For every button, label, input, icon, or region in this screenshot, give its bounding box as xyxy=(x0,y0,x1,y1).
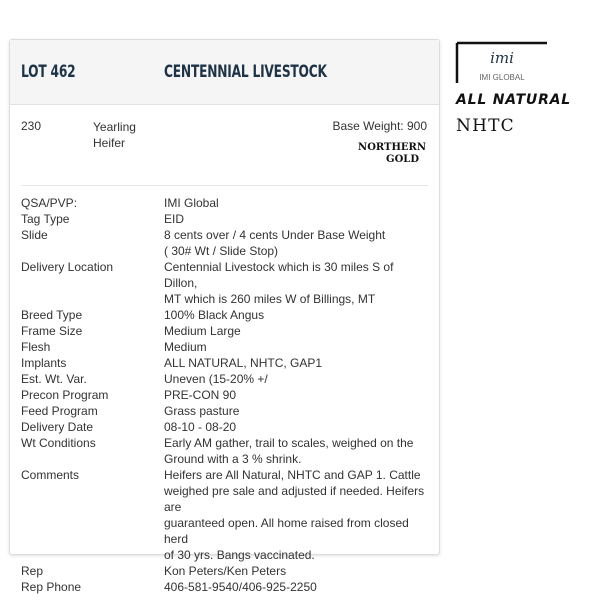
detail-row xyxy=(10,419,439,435)
detail-row xyxy=(10,227,439,259)
detail-value xyxy=(164,211,428,227)
imi-logo-line-1: imi xyxy=(490,49,514,67)
lot-card xyxy=(9,39,440,594)
detail-value-line: 100% Black Angus xyxy=(164,308,265,322)
detail-label: Slide xyxy=(21,228,48,242)
all-natural-badge: ALL NATURAL xyxy=(456,92,572,108)
detail-value xyxy=(164,323,428,339)
detail-row xyxy=(10,435,439,467)
detail-value-line: 8 cents over / 4 cents Under Base Weight xyxy=(164,228,386,242)
detail-value-line: Medium xyxy=(164,340,207,354)
detail-row xyxy=(10,211,439,227)
northern-gold-line-1: NORTHERN xyxy=(358,142,426,153)
detail-row xyxy=(10,259,439,307)
detail-value-line: 406-581-9540/406-925-2250 xyxy=(164,580,317,594)
lot-number: LOT 462 xyxy=(21,62,76,82)
detail-value-line: Kon Peters/Ken Peters xyxy=(164,564,287,578)
base-weight-label: Base Weight: xyxy=(332,119,404,133)
detail-value-line: Early AM gather, trail to scales, weighed on the xyxy=(164,436,414,450)
detail-value-line: Medium Large xyxy=(164,324,241,338)
detail-row xyxy=(10,195,439,211)
detail-value-line: EID xyxy=(164,212,185,226)
detail-value xyxy=(164,435,428,467)
detail-value xyxy=(164,387,428,403)
detail-row xyxy=(10,403,439,419)
detail-value-line: Uneven (15-20% +/ xyxy=(164,372,268,386)
northern-gold-line-2: GOLD xyxy=(386,154,419,165)
detail-value xyxy=(164,195,428,211)
lot-summary xyxy=(10,105,439,185)
detail-row xyxy=(10,323,439,339)
detail-value xyxy=(164,371,428,387)
detail-label: Tag Type xyxy=(21,212,70,226)
detail-label: Delivery Location xyxy=(21,260,114,274)
detail-value-line: Heifers are All Natural, NHTC and GAP 1. Cattle xyxy=(164,468,421,482)
imi-global-logo xyxy=(454,41,550,91)
detail-row xyxy=(10,563,439,579)
detail-value-line: PRE-CON 90 xyxy=(164,388,237,402)
detail-row xyxy=(10,339,439,355)
detail-label: Rep xyxy=(21,564,44,578)
detail-label: Comments xyxy=(21,468,80,482)
detail-value-line: guaranteed open. All home raised from closed herd xyxy=(164,516,409,546)
detail-label: Breed Type xyxy=(21,308,83,322)
detail-row xyxy=(10,307,439,323)
cattle-class-line-1: Yearling xyxy=(93,120,136,134)
detail-value-line: of 30 yrs. Bangs vaccinated. xyxy=(164,548,315,562)
detail-value-line: ALL NATURAL, NHTC, GAP1 xyxy=(164,356,323,370)
detail-label: Precon Program xyxy=(21,388,109,402)
detail-value-line: ( 30# Wt / Slide Stop) xyxy=(164,244,279,258)
detail-value xyxy=(164,579,428,595)
detail-value-line: weighed pre sale and adjusted if needed. Heifers are xyxy=(164,484,425,514)
detail-row xyxy=(10,371,439,387)
imi-logo-line-2: IMI GLOBAL xyxy=(479,73,525,82)
detail-value xyxy=(164,355,428,371)
detail-label: Implants xyxy=(21,356,67,370)
detail-label: Feed Program xyxy=(21,404,98,418)
detail-label: QSA/PVP: xyxy=(21,196,78,210)
detail-value xyxy=(164,419,428,435)
detail-label: Wt Conditions xyxy=(21,436,96,450)
detail-row xyxy=(10,387,439,403)
detail-value xyxy=(164,563,428,579)
detail-row xyxy=(10,355,439,371)
detail-value xyxy=(164,307,428,323)
seller-name: CENTENNIAL LIVESTOCK xyxy=(164,62,327,82)
lot-header xyxy=(10,40,439,105)
lot-details xyxy=(10,186,439,595)
nhtc-badge: NHTC xyxy=(456,116,515,136)
detail-label: Delivery Date xyxy=(21,420,94,434)
detail-value xyxy=(164,259,428,307)
detail-value xyxy=(164,339,428,355)
detail-row xyxy=(10,467,439,563)
detail-value xyxy=(164,467,428,563)
detail-label: Frame Size xyxy=(21,324,83,338)
detail-value xyxy=(164,403,428,419)
detail-value-line: Grass pasture xyxy=(164,404,240,418)
detail-value-line: 08-10 - 08-20 xyxy=(164,420,237,434)
detail-value-line: IMI Global xyxy=(164,196,219,210)
detail-label: Est. Wt. Var. xyxy=(21,372,87,386)
detail-value-line: MT which is 260 miles W of Billings, MT xyxy=(164,292,376,306)
detail-value xyxy=(164,227,428,259)
northern-gold-logo xyxy=(357,139,427,165)
detail-row xyxy=(10,579,439,595)
base-weight xyxy=(332,119,427,133)
head-count: 230 xyxy=(21,119,42,133)
detail-label: Flesh xyxy=(21,340,51,354)
detail-value-line: Centennial Livestock which is 30 miles S of Dillon, xyxy=(164,260,394,290)
base-weight-value: 900 xyxy=(406,119,427,133)
detail-value-line: Ground with a 3 % shrink. xyxy=(164,452,302,466)
detail-label: Rep Phone xyxy=(21,580,82,594)
cattle-class-line-2: Heifer xyxy=(93,136,126,150)
